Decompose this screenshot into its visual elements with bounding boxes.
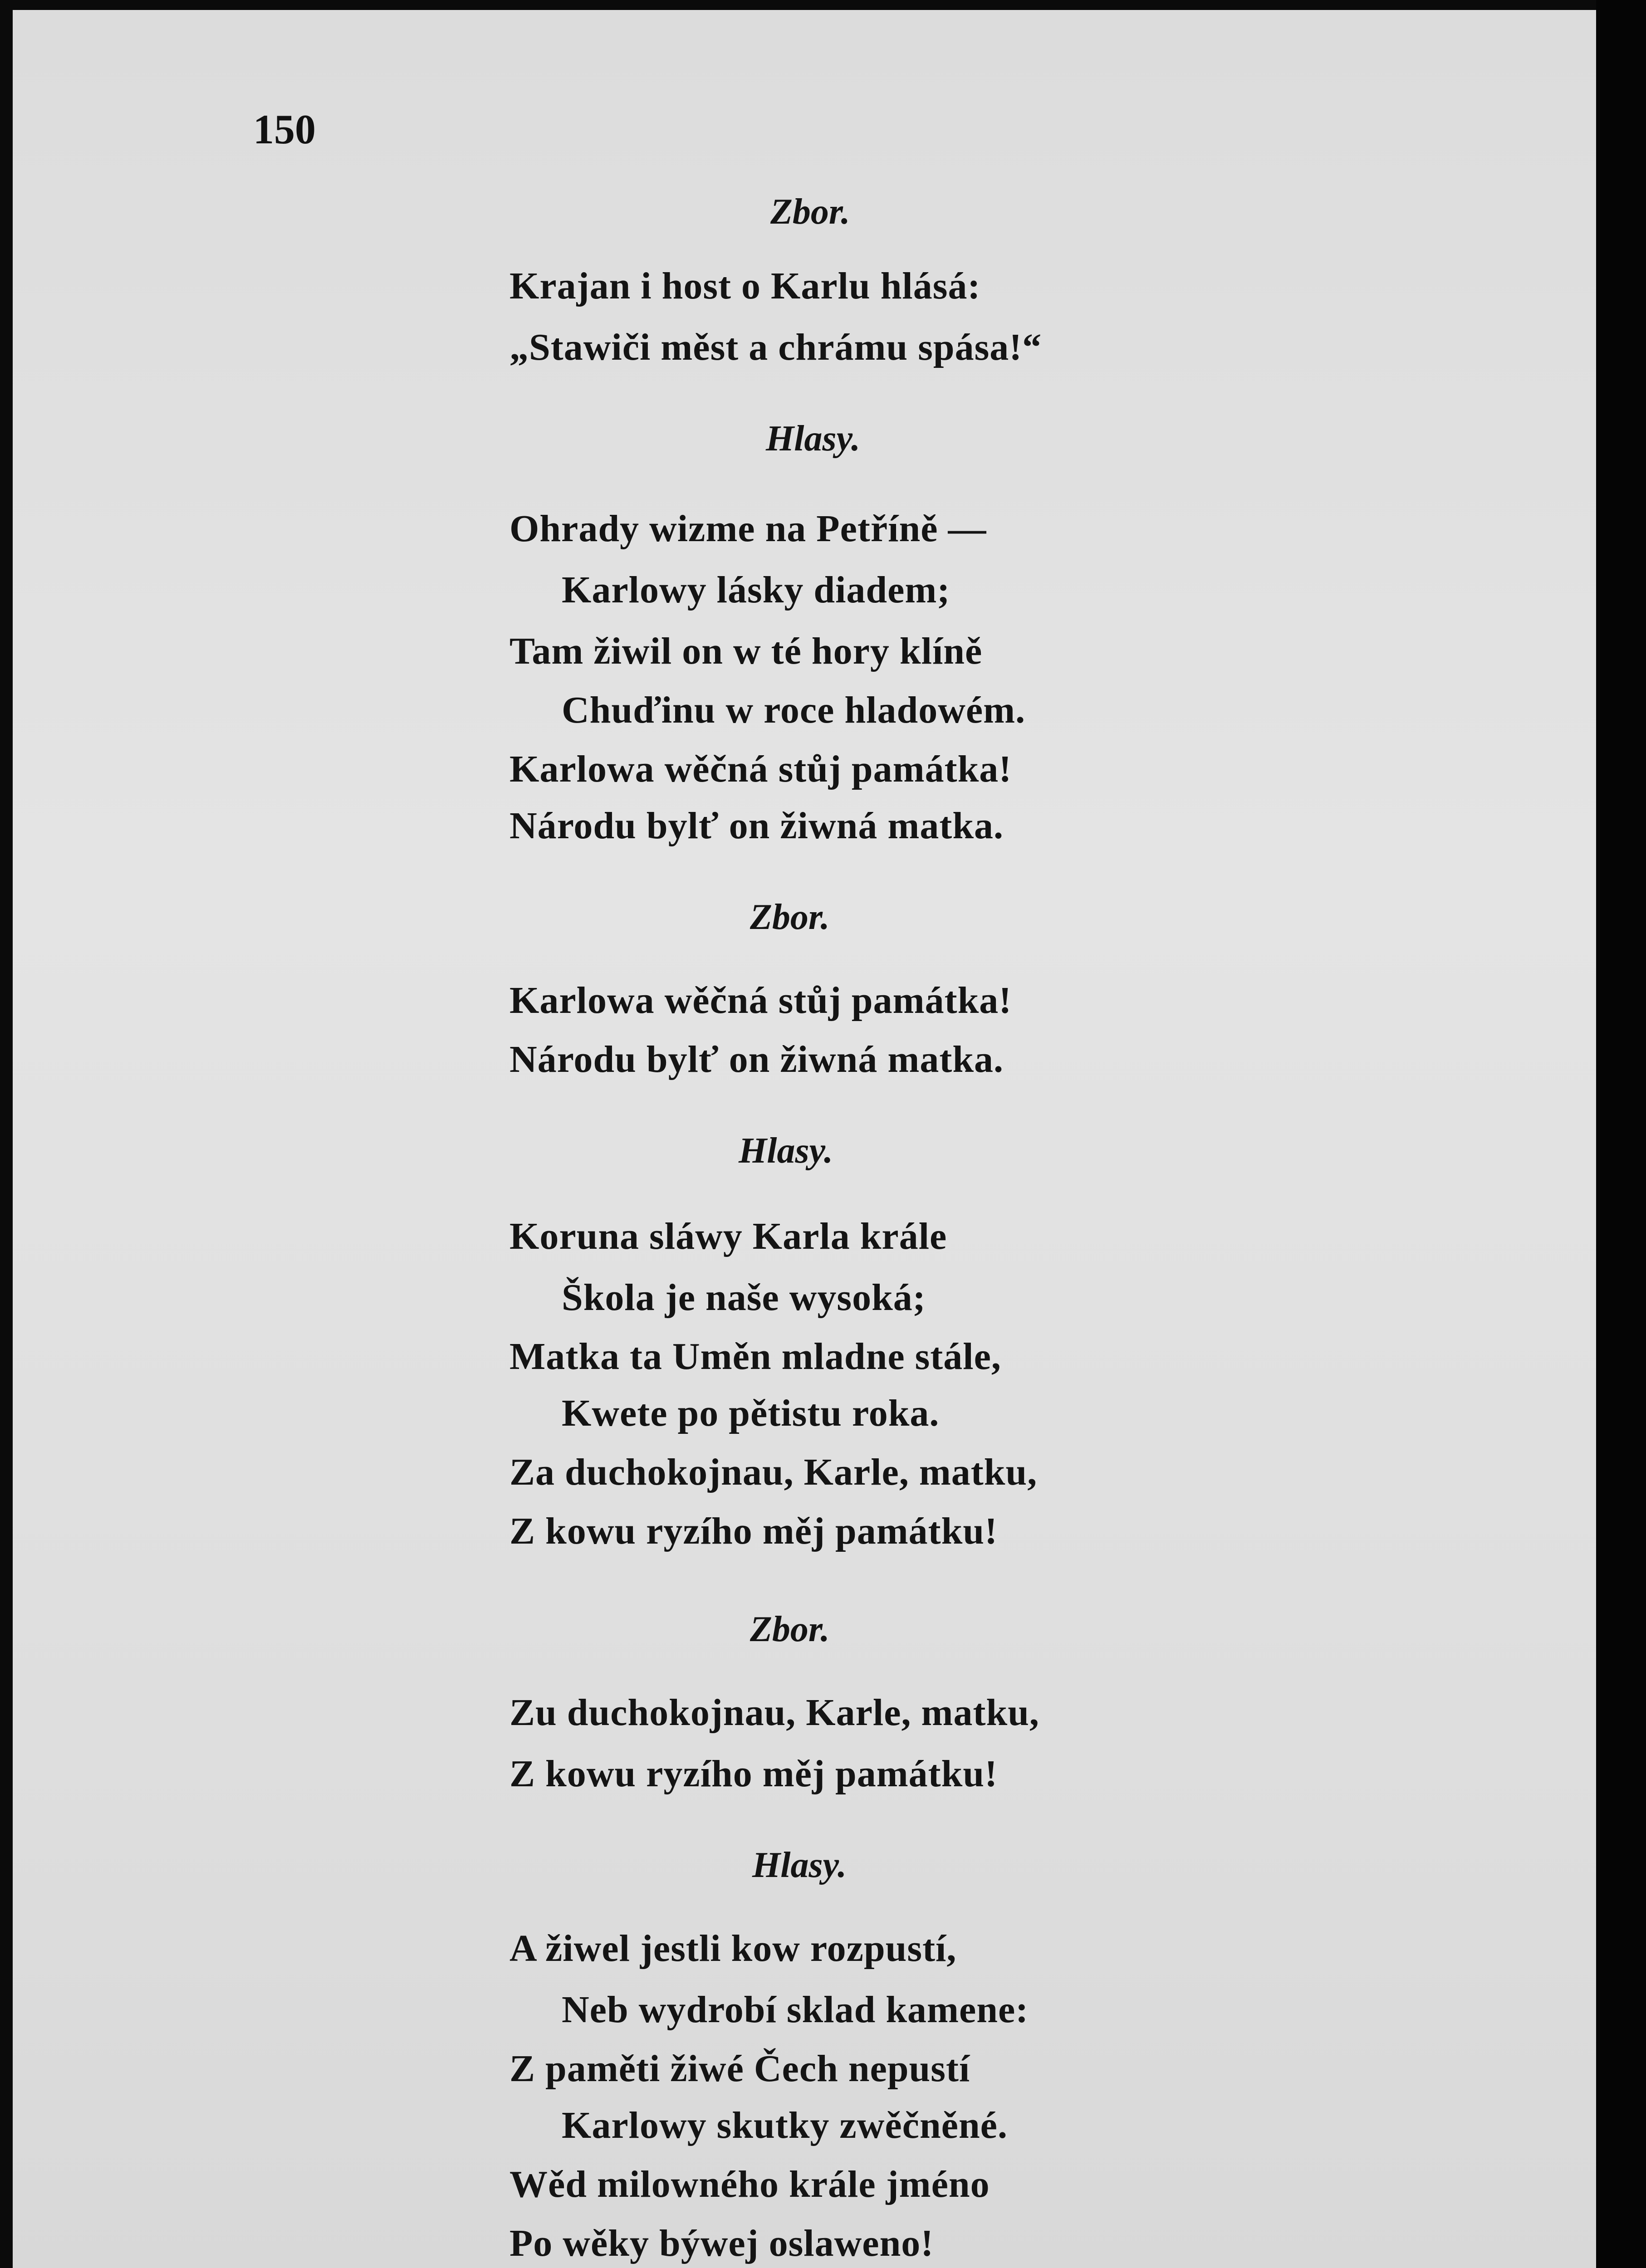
verse-line: Národu bylť on žiwná matka. [509, 805, 1004, 847]
verse-line: Z kowu ryzího měj památku! [509, 1753, 998, 1795]
verse-line: Škola je naše wysoká; [562, 1276, 926, 1319]
verse-line: Wěd milowného krále jméno [509, 2163, 990, 2205]
verse-line: Kwete po pětistu roka. [562, 1392, 940, 1434]
verse-line: Karlowa wěčná stůj památka! [509, 748, 1012, 790]
section-heading: Hlasy. [752, 1845, 847, 1885]
verse-line: Neb wydrobí sklad kamene: [562, 1989, 1029, 2031]
verse-line: Z paměti žiwé Čech nepustí [509, 2048, 970, 2090]
section-heading: Hlasy. [766, 419, 861, 459]
verse-line: Karlowy skutky zwěčněné. [562, 2104, 1008, 2146]
verse-line: Matka ta Uměn mladne stále, [509, 1335, 1001, 1378]
section-heading: Zbor. [750, 1609, 830, 1649]
verse-line: Chuďinu w roce hladowém. [562, 689, 1026, 731]
scan-border [1596, 0, 1646, 2268]
verse-line: Krajan i host o Karlu hlásá: [509, 265, 981, 307]
verse-line: Zu duchokojnau, Karle, matku, [509, 1691, 1039, 1734]
page-number: 150 [253, 106, 316, 152]
verse-line: Z kowu ryzího měj památku! [509, 1510, 998, 1552]
verse-line: Karlowa wěčná stůj památka! [509, 979, 1012, 1022]
verse-line: Národu bylť on žiwná matka. [509, 1038, 1004, 1080]
section-heading: Zbor. [750, 897, 830, 937]
verse-line: „Stawiči měst a chrámu spása!“ [509, 326, 1042, 368]
verse-line: Za duchokojnau, Karle, matku, [509, 1451, 1038, 1493]
section-heading: Hlasy. [739, 1131, 833, 1171]
verse-line: A žiwel jestli kow rozpustí, [509, 1927, 957, 1970]
section-heading: Zbor. [770, 192, 850, 232]
verse-line: Po wěky býwej oslaweno! [509, 2222, 934, 2264]
book-page [13, 10, 1596, 2268]
verse-line: Karlowy lásky diadem; [562, 569, 950, 611]
verse-line: Koruna sláwy Karla krále [509, 1215, 947, 1257]
verse-line: Tam žiwil on w té hory klíně [509, 630, 983, 672]
verse-line: Ohrady wizme na Petříně — [509, 508, 987, 550]
